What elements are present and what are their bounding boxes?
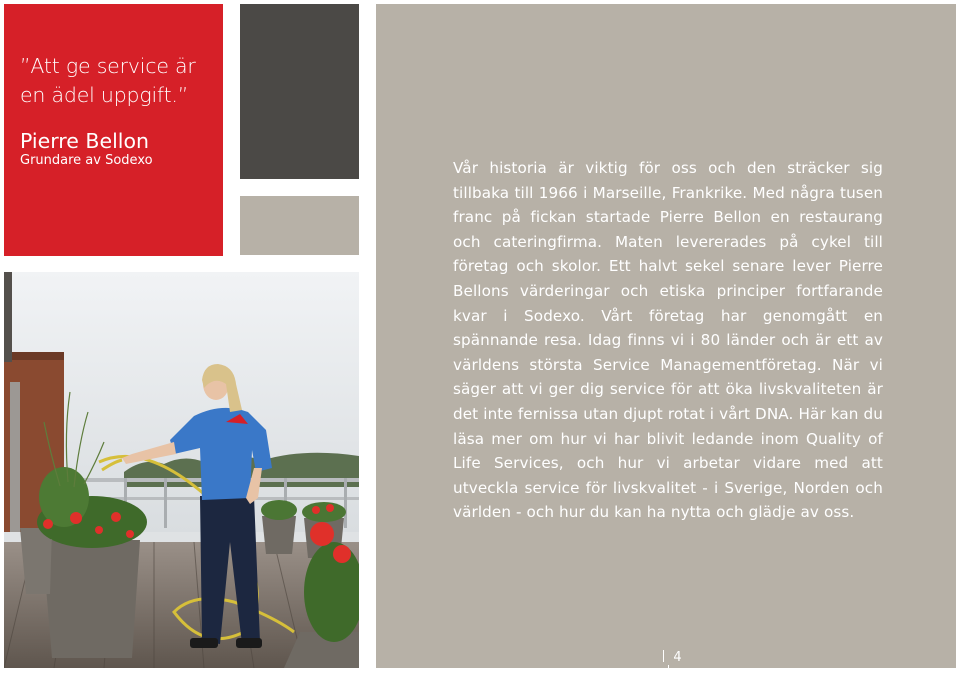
page-number-divider-left	[663, 650, 664, 662]
quote-box	[4, 4, 223, 256]
page-number	[648, 650, 688, 680]
quote-author-role: Grundare av Sodexo	[20, 153, 153, 168]
quote-text: ”Att ge service är en ädel uppgift.”	[20, 54, 196, 107]
page-number-value: 4	[673, 650, 682, 665]
body-paragraph: Vår historia är viktig för oss och den sträcker sig tillbaka till 1966 i Marseille, Frankrike. Med några tusen franc på fickan startade Pierre Bellon en restaurang och cateringfirma. Maten levererades på cykel till företag och skolor. Ett halvt sekel senare lever Pierre Bellons värderingar och etiska principer fortfarande kvar i Sodexo. Vårt företag har genomgått en spännande resa. Idag finns vi i 80 länder och är ett av världens största Service Managementföretag. När vi säger att vi ger dig service för att öka livskvaliteten är det inte fernissa utan djupt rotat i vårt DNA. Här kan du läsa mer om hur vi har blivit ledande inom Quality of Life Services, och hur vi arbetar vidare med att utveckla service för livskvalitet - i Sverige, Norden och världen - och hur du kan ha nytta och glädje av oss.	[453, 159, 883, 522]
text-panel	[376, 4, 956, 668]
decorative-light-block	[240, 196, 359, 255]
page-number-divider-right	[668, 665, 669, 677]
planter	[42, 540, 140, 658]
decorative-dark-block	[240, 4, 359, 179]
photo-woman-watering-plants	[4, 272, 359, 668]
photo-illustration	[4, 272, 359, 668]
quote-author: Pierre Bellon	[20, 129, 149, 153]
